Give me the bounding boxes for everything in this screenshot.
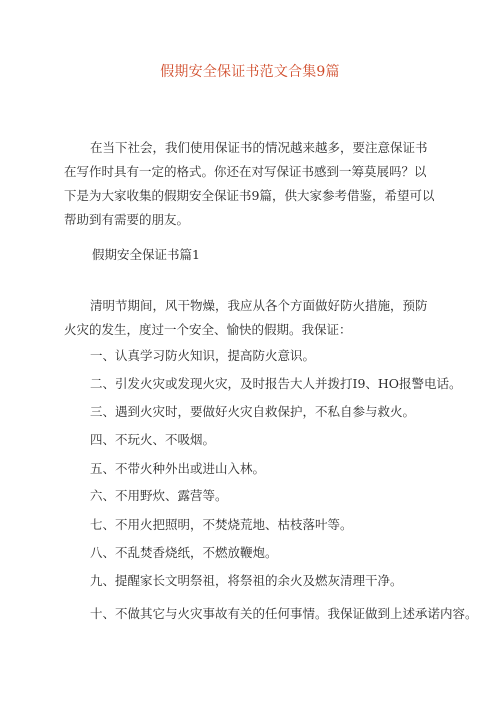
pledge-item-8: 八、不乱焚香烧纸，不燃放鞭炮。 — [90, 545, 278, 560]
pledge-item-10: 十、不做其它与火灾事故有关的任何事情。我保证做到上述承诺内容。 — [90, 606, 478, 621]
section-intro-paragraph: 清明节期间，风干物燥，我应从各个方面做好防火措施，预防火灾的发生，度过一个安全、愉快的假期。我保证： — [64, 298, 428, 337]
document-title: 假期安全保证书范文合集9篇 — [160, 64, 340, 80]
pledge-item-5: 五、不带火种外出或进山入林。 — [90, 461, 266, 476]
pledge-item-3: 三、遇到火灾时，要做好火灾自救保护，不私自参与救火。 — [90, 404, 416, 419]
intro-paragraph: 在当下社会，我们使用保证书的情况越来越多，要注意保证书在写作时具有一定的格式。你还在对写保证书感到一筹莫展吗？以下是为大家收集的假期安全保证书9篇，供大家参考借鉴，希望可以帮助到有需要的朋友。 — [64, 140, 435, 227]
pledge-item-6: 六、不用野炊、露营等。 — [90, 488, 228, 503]
pledge-item-2: 二、引发火灾或发现火灾，及时报告大人并拨打I9、HO报警电话。 — [90, 376, 462, 391]
pledge-item-9: 九、提醒家长文明祭祖，将祭祖的余火及燃灰清理干净。 — [90, 573, 403, 588]
pledge-item-7: 七、不用火把照明，不焚烧荒地、枯枝落叶等。 — [90, 517, 353, 532]
section-heading: 假期安全保证书篇1 — [92, 247, 200, 262]
pledge-item-4: 四、不玩火、不吸烟。 — [90, 432, 216, 447]
pledge-item-1: 一、认真学习防火知识，提高防火意识。 — [90, 348, 316, 363]
